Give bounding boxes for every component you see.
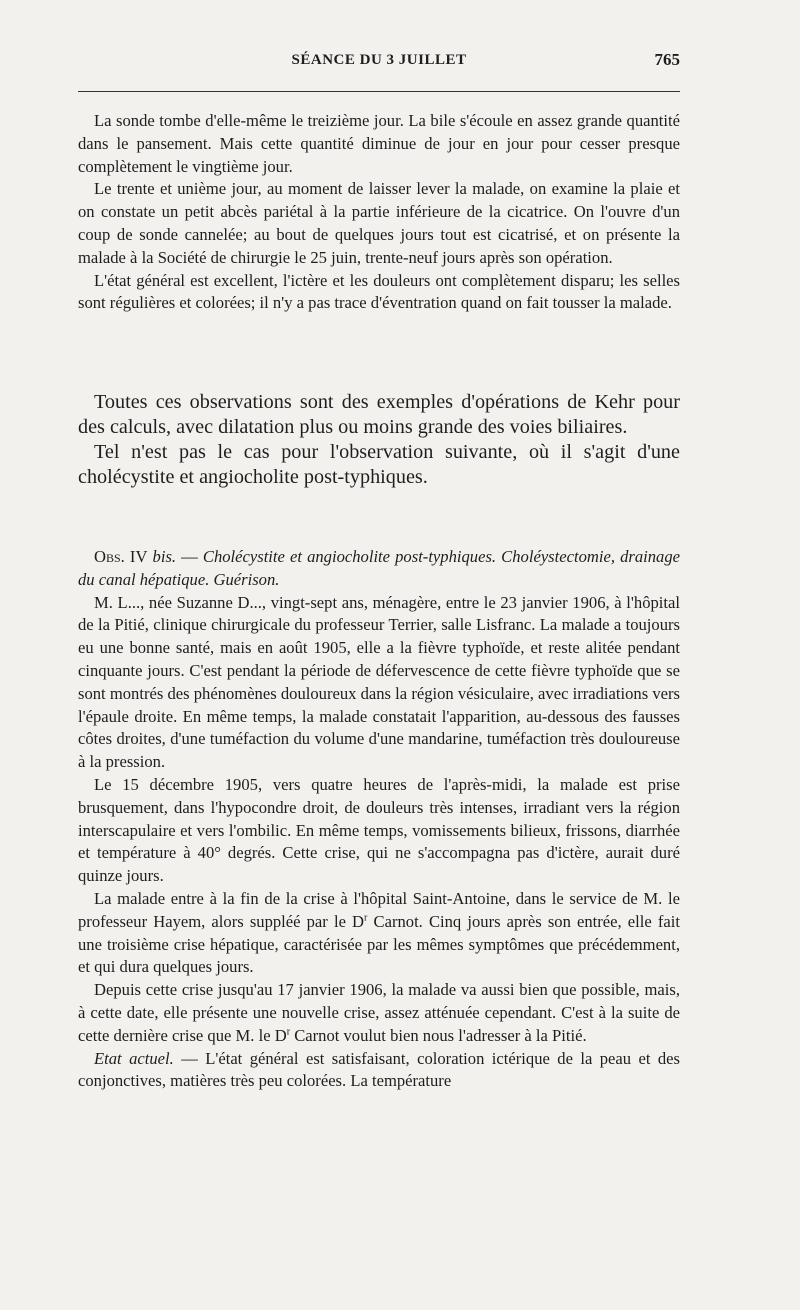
observation-label: Obs. IV — [94, 547, 148, 566]
observation-iv-bis — [78, 546, 680, 1093]
paragraph: Tel n'est pas le cas pour l'observation suivante, où il s'agit d'une cholécystite et angiocholite post-typhiques. — [78, 441, 680, 488]
paragraph: Toutes ces observations sont des exemples d'opérations de Kehr pour des calculs, avec dilatation plus ou moins grande des voies biliaires. — [78, 391, 680, 438]
paragraph: Le trente et unième jour, au moment de laisser lever la malade, on examine la plaie et on constate un petit abcès pariétal à la partie inférieure de la cicatrice. On l'ouvre d'un coup de sonde cannelée; au bout de quelques jours tout est cicatrisé, et on présente la malade à la Société de chirurgie le 25 juin, trente-neuf jours après son opération. — [78, 179, 680, 267]
paragraph — [78, 1048, 680, 1094]
running-title: SÉANCE DU 3 JUILLET — [291, 52, 467, 68]
paragraph: M. L..., née Suzanne D..., vingt-sept ans, ménagère, entre le 23 janvier 1906, à l'hôpital de la Pitié, clinique chirurgicale du professeur Terrier, salle Lisfranc. La malade a toujours eu une bonne santé, mais en août 1905, elle a la fièvre typhoïde, et reste alitée pendant cinquante jours. C'est pendant la période de défervescence de cette fièvre typhoïde que se sont montrés des phénomènes douloureux dans la région vésiculaire, avec irradiations vers l'épaule droite. En même temps, la malade constatait l'apparition, au-dessous des fausses côtes droites, d'une tuméfaction du volume d'une mandarine, tuméfaction très douloureuse à la pression. — [78, 592, 680, 772]
observation-label-suffix: bis. — [152, 547, 177, 566]
heading-dash: — — [176, 547, 203, 566]
paragraph — [78, 888, 680, 979]
paragraph: La sonde tombe d'elle-même le treizième jour. La bile s'écoule en assez grande quantité dans le pansement. Mais cette quantité diminue de jour en jour pour cesser presque complètement le vingtième jour. — [78, 111, 680, 176]
text-run: — L'état général est satisfaisant, coloration ictérique de la peau et des conjonctives, matières très peu colorées. La température — [78, 1048, 681, 1091]
page-header — [78, 50, 680, 76]
page-number: 765 — [654, 50, 680, 69]
paragraph: Le 15 décembre 1905, vers quatre heures de l'après-midi, la malade est prise brusquement, dans l'hypocondre droit, de douleurs très intenses, irradiant vers la région interscapulaire et vers l'ombilic. En même temps, vomissements bilieux, frissons, diarrhée et température à 40° degrés. Cette crise, qui ne s'accompagna pas d'ictère, aurait duré quinze jours. — [78, 774, 680, 886]
text-run: Carnot. Cinq jours après son entrée, elle fait une troisième crise hépatique, caractérisée par les mêmes symptômes que précédemment, et qui dura quelques jours. — [78, 911, 680, 977]
header-rule — [78, 91, 680, 92]
text-run: La malade entre à la fin de la crise à l'hôpital Saint-Antoine, dans le service de M. le professeur Hayem, alors suppléé par le D — [78, 888, 680, 931]
observation-title: Cholécystite et angiocholite post-typhiques. Choléystectomie, drainage du canal hépatique. Guérison. — [78, 547, 681, 589]
paragraph — [78, 979, 680, 1047]
observation-heading — [78, 546, 680, 592]
discussion — [78, 390, 680, 490]
text-run: Carnot voulut bien nous l'adresser à la Pitié. — [290, 1025, 587, 1045]
superscript: r — [286, 1026, 291, 1038]
superscript: r — [364, 912, 368, 924]
case-conclusion — [78, 110, 680, 315]
text-run: Depuis cette crise jusqu'au 17 janvier 1906, la malade va aussi bien que possible, mais, à cette date, elle présente une nouvelle crise, assez atténuée cependant. C'est à la suite de cette dernière crise que M. le D — [78, 980, 680, 1045]
paragraph: L'état général est excellent, l'ictère et les douleurs ont complètement disparu; les selles sont régulières et colorées; il n'y a pas trace d'éventration quand on fait tousser la malade. — [78, 270, 680, 313]
section-label: Etat actuel. — [94, 1048, 174, 1068]
